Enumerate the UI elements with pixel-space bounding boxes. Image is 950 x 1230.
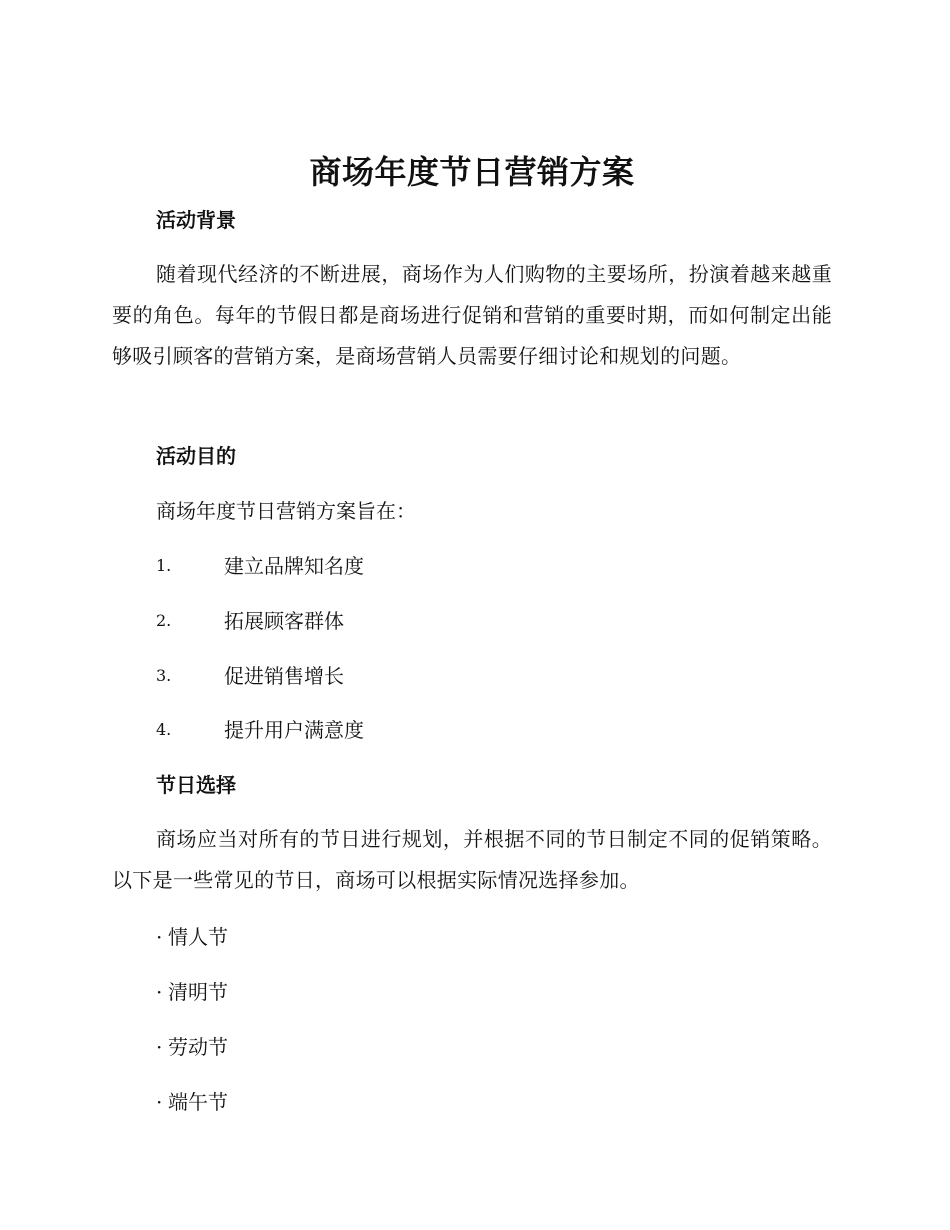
list-item (156, 716, 364, 744)
bullet-dot: · (156, 1035, 163, 1059)
list-number: 4. (156, 720, 172, 739)
bullet-dot: · (156, 980, 163, 1004)
bullet-text: 清明节 (168, 980, 228, 1004)
list-text: 拓展顾客群体 (224, 609, 344, 633)
bullet-text: 端午节 (168, 1090, 228, 1114)
heading-background: 活动背景 (156, 208, 236, 232)
bullet-item (156, 923, 228, 951)
list-item (156, 607, 344, 635)
list-number: 3. (156, 666, 172, 685)
bullet-item (156, 1033, 228, 1061)
heading-holidays: 节日选择 (156, 773, 236, 797)
list-text: 促进销售增长 (224, 664, 344, 688)
bullet-item (156, 1088, 228, 1116)
paragraph-holidays: 商场应当对所有的节日进行规划，并根据不同的节日制定不同的促销策略。以下是一些常见的节日，商场可以根据实际情况选择参加。 (112, 827, 832, 892)
purpose-intro: 商场年度节日营销方案旨在： (156, 499, 416, 523)
heading-purpose: 活动目的 (156, 444, 236, 468)
bullet-dot: · (156, 1090, 163, 1114)
bullet-text: 劳动节 (168, 1035, 228, 1059)
list-item (156, 662, 344, 690)
list-text: 建立品牌知名度 (224, 554, 364, 578)
bullet-item (156, 978, 228, 1006)
bullet-text: 情人节 (168, 925, 228, 949)
list-text: 提升用户满意度 (224, 718, 364, 742)
list-item (156, 552, 364, 580)
document-title: 商场年度节日营销方案 (309, 153, 635, 191)
list-number: 1. (156, 556, 172, 575)
bullet-dot: · (156, 925, 163, 949)
paragraph-background: 随着现代经济的不断进展，商场作为人们购物的主要场所，扮演着越来越重要的角色。每年的节假日都是商场进行促销和营销的重要时期，而如何制定出能够吸引顾客的营销方案，是商场营销人员需要仔细讨论和规划的问题。 (112, 262, 832, 368)
list-number: 2. (156, 611, 172, 630)
